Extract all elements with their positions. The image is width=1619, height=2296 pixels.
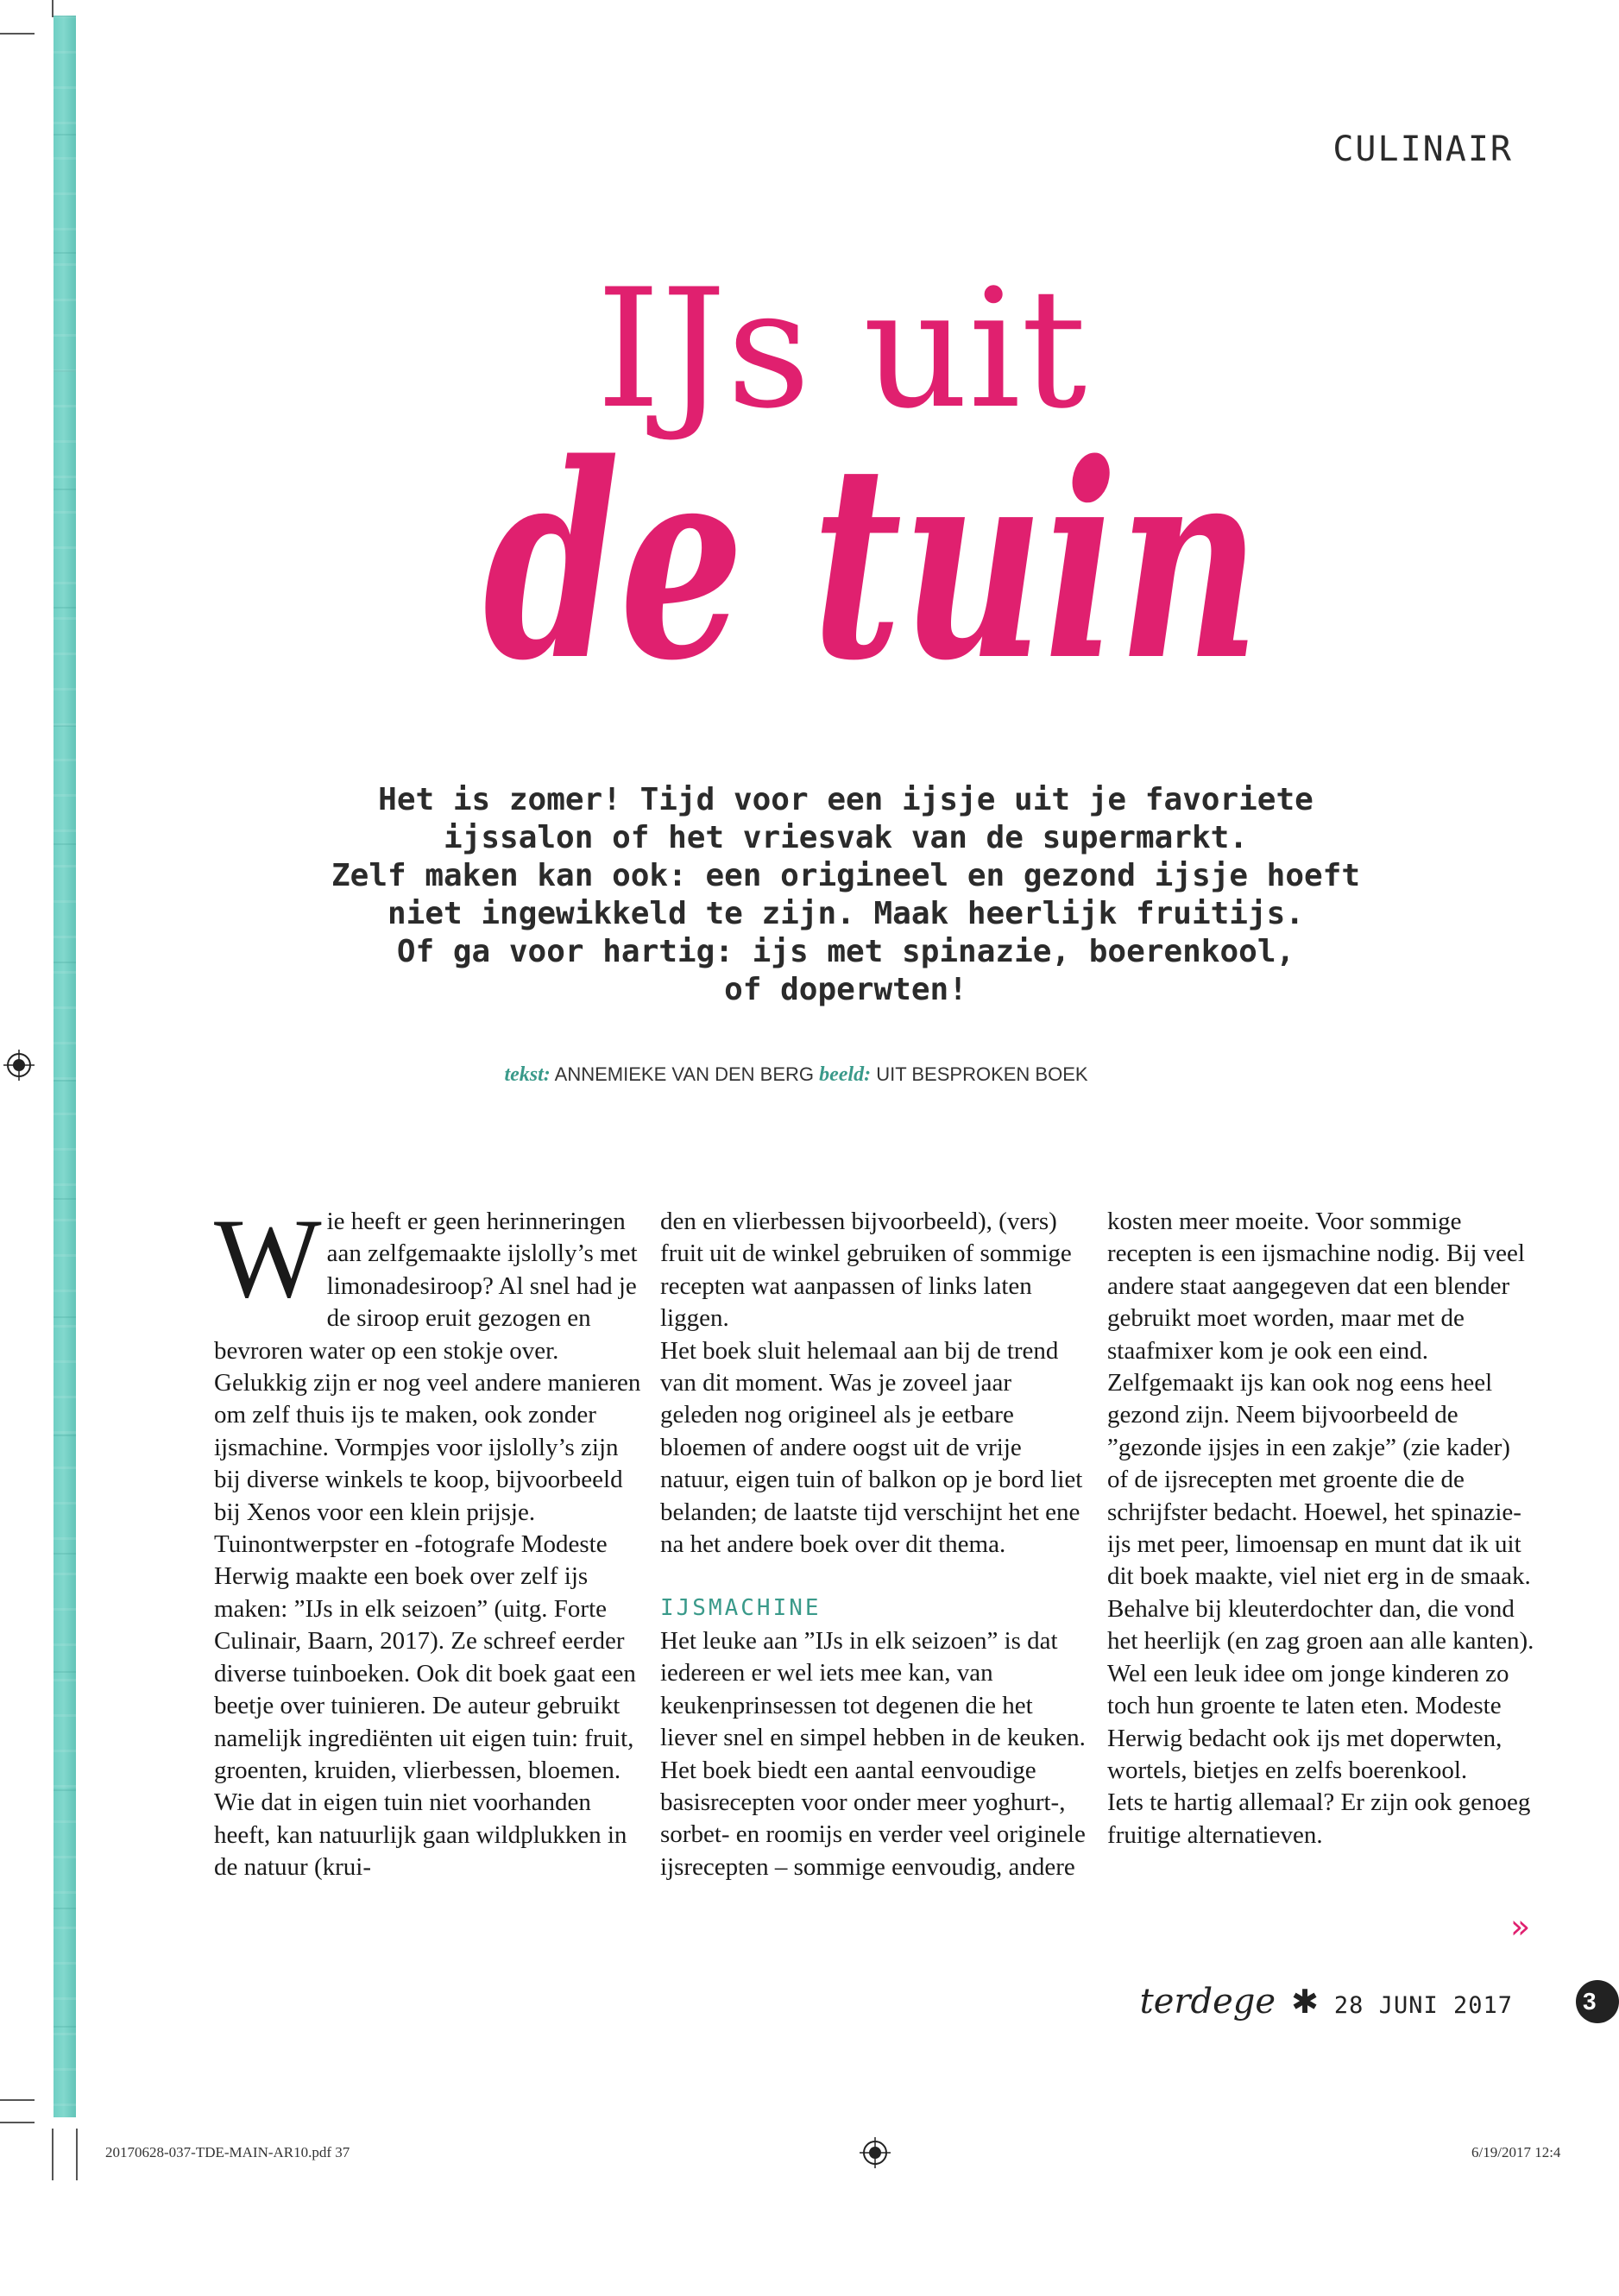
- body-paragraph: Het boek sluit helemaal aan bij de trend van dit moment. Was je zoveel jaar geleden nog origineel als je eetbare bloemen of andere oogst uit de vrije natuur, eigen tuin of balkon op je bord liet belanden; de laatste tijd verschijnt het ene na het andere boek over dit thema.: [660, 1336, 1083, 1559]
- credits-image-label: beeld:: [819, 1063, 872, 1086]
- credits-line: [0, 1063, 1592, 1087]
- print-slug-timestamp: 6/19/2017 12:4: [1471, 2144, 1561, 2160]
- body-paragraph: den en vlierbessen bijvoorbeeld), (vers) fruit uit de winkel gebruiken of sommige recepten wat aanpassen of links laten liggen.: [660, 1208, 1072, 1333]
- crop-mark: [0, 33, 35, 35]
- body-paragraph: Het leuke aan ”IJs in elk seizoen” is dat iedereen er wel iets mee kan, van keukenprinsessen tot degenen die het liever snel en simpel hebben in de keuken. Het boek biedt een aantal eenvoudige basisrecepten voor onder meer yoghurt-, sorbet- en roomijs en verder veel originele ijsrecepten – sommige eenvoudig, andere: [660, 1626, 1086, 1881]
- crop-mark: [76, 2129, 78, 2180]
- intro-line: niet ingewikkeld te zijn. Maak heerlijk fruitijs.: [387, 896, 1305, 931]
- article-column-1: [214, 1195, 644, 1884]
- crop-mark: [52, 0, 54, 17]
- intro-text: [285, 781, 1407, 1009]
- registration-mark-icon: [860, 2137, 891, 2168]
- crop-mark: [0, 2099, 35, 2101]
- intro-line: ijssalon of het vriesvak van de supermarkt.: [444, 820, 1248, 855]
- page-footer: [1140, 1982, 1513, 2022]
- article-column-3: [1107, 1206, 1537, 1851]
- credits-text-label: tekst:: [504, 1063, 551, 1086]
- body-paragraph: Zelfgemaakt ijs kan ook nog eens heel gezond zijn. Neem bijvoorbeeld de ”gezonde ijsjes in een zakje” (zie kader) of de ijsrecepten met groente die de schrijfster bedacht. Hoewel, het spinazie-ijs met peer, limoensap en munt dat ik uit dit boek maakte, viel niet erg in de smaak. Behalve bij kleuterdochter dan, die vond het heerlijk (en zag groen aan alle kanten). Wel een leuk idee om jonge kinderen zo toch hun groente te laten eten. Modeste Herwig bedacht ook ijs met doperwten, wortels, bietjes en zelfs boerenkool.: [1107, 1369, 1534, 1784]
- section-label: CULINAIR: [1332, 129, 1513, 169]
- credits-image-source: UIT BESPROKEN BOEK: [876, 1063, 1088, 1085]
- title-line-2: de tuin: [483, 406, 1260, 720]
- magazine-logo: terdege: [1139, 1982, 1276, 2022]
- intro-line: Het is zomer! Tijd voor een ijsje uit je favoriete: [378, 782, 1313, 817]
- body-paragraph: kosten meer moeite. Voor sommige recepten is een ijsmachine nodig. Bij veel andere staat aangegeven dat een blender gebruikt moet worden, maar met de staafmixer kom je ook een eind.: [1107, 1208, 1525, 1365]
- continue-arrow-icon: »: [1510, 1908, 1531, 1946]
- print-slug-file: 20170628-037-TDE-MAIN-AR10.pdf 37: [105, 2144, 350, 2160]
- intro-line: of doperwten!: [724, 972, 967, 1007]
- page-number: 3: [1576, 1980, 1619, 2023]
- intro-line: Of ga voor hartig: ijs met spinazie, boerenkool,: [396, 934, 1295, 969]
- article-title: [0, 254, 1592, 742]
- body-paragraph: ie heeft er geen herinneringen aan zelfgemaakte ijslolly’s met limonadesiroop? Al snel had je de siroop eruit gezogen en bevroren water op een stokje over. Gelukkig zijn er nog veel andere manieren om zelf thuis ijs te maken, ook zonder ijsmachine. Vormpjes voor ijslolly’s zijn bij diverse winkels te koop, bijvoorbeeld bij Xenos voor een klein prijsje. Tuinontwerpster en -fotografe Modeste Herwig maakte een boek over zelf ijs maken: ”IJs in elk seizoen” (uitg. Forte Culinair, Baarn, 2017). Ze schreef eerder diverse tuinboeken. Ook dit boek gaat een beetje over tuinieren. De auteur gebruikt namelijk ingrediënten uit eigen tuin: fruit, groenten, kruiden, vlierbessen, bloemen. Wie dat in eigen tuin niet voorhanden heeft, kan natuurlijk gaan wildplukken in de natuur (krui-: [214, 1208, 641, 1882]
- body-paragraph: Iets te hartig allemaal? Er zijn ook genoeg fruitige alternatieven.: [1107, 1788, 1531, 1849]
- article-column-2: [660, 1206, 1090, 1883]
- drop-cap: W: [214, 1195, 322, 1321]
- crop-mark: [52, 2129, 54, 2180]
- intro-line: Zelf maken kan ook: een origineel en gezond ijsje hoeft: [331, 858, 1361, 893]
- credits-author: ANNEMIEKE VAN DEN BERG: [554, 1063, 814, 1085]
- issue-date: 28 JUNI 2017: [1333, 1992, 1513, 2019]
- title-line-1: IJs uit: [595, 254, 1087, 445]
- separator-star-icon: ✱: [1291, 1983, 1319, 2021]
- crop-mark: [0, 2122, 35, 2123]
- subheading: IJSMACHINE: [660, 1595, 822, 1622]
